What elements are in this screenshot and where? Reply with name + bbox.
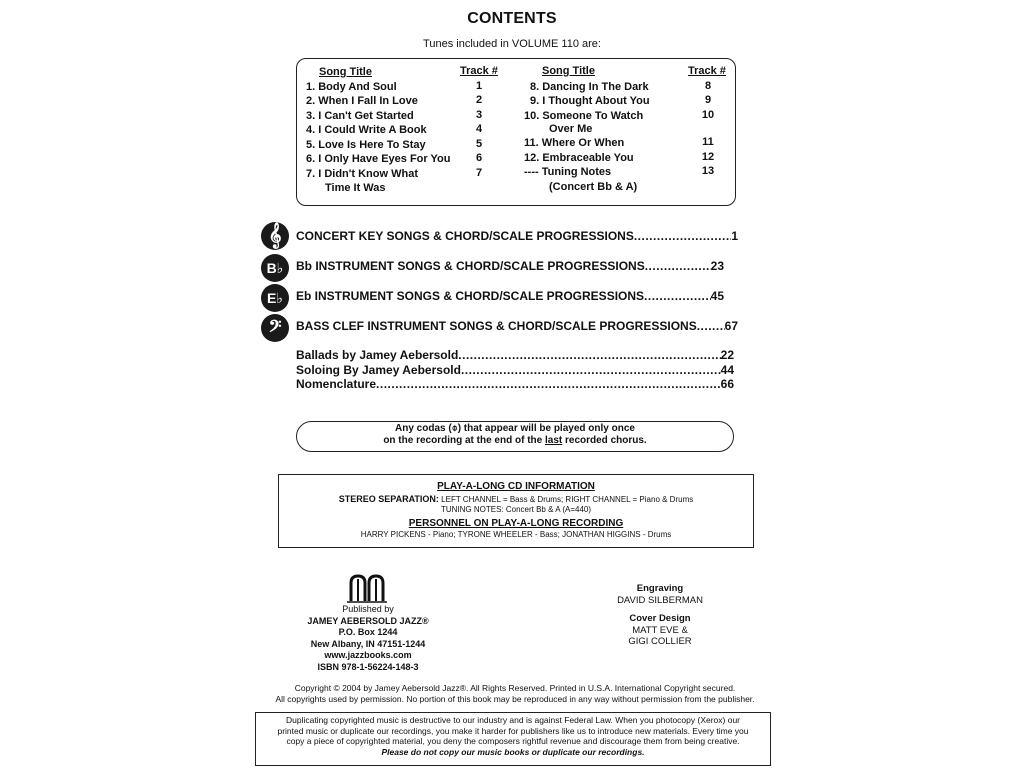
song-title-10: 10. Someone To Watch	[524, 110, 644, 122]
cd-info-heading: PLAY-A-LONG CD INFORMATION	[437, 481, 595, 492]
cover-design-name-2: GIGI COLLIER	[628, 636, 692, 647]
copyright-notice	[250, 683, 780, 705]
publisher-pobox: P.O. Box 1244	[338, 627, 398, 637]
engraving-label: Engraving	[636, 583, 684, 594]
track-number-5: 5	[475, 138, 483, 150]
leader-dots	[634, 229, 731, 243]
song-title-2: 2. When I Fall In Love	[306, 95, 418, 107]
reference-label-nomenclature: Nomenclature	[296, 377, 377, 391]
leader-dots	[458, 348, 720, 362]
treble-clef-glyph: 𝄞	[268, 223, 282, 248]
section-label-bb: Bb INSTRUMENT SONGS & CHORD/SCALE PROGRESSIONS	[296, 259, 645, 273]
copyright-line-2: All copyrights used by permission. No portion of this book may be reproduced in any way without permission from the publisher.	[275, 694, 755, 704]
stereo-separation-line	[279, 494, 753, 504]
b-flat-icon	[261, 254, 289, 282]
song-title-13-cont: (Concert Bb & A)	[549, 181, 638, 193]
song-title-9: 9. I Thought About You	[530, 95, 650, 107]
coda-note-text-a: on the recording at the end of the	[383, 435, 545, 446]
volume-subtitle: Tunes included in VOLUME 110 are:	[423, 38, 601, 50]
section-page-eb: 45	[710, 289, 724, 303]
track-header-left: Track #	[460, 65, 498, 77]
section-page-concert: 1	[731, 229, 738, 243]
copyright-line-1: Copyright © 2004 by Jamey Aebersold Jazz®. All Rights Reserved. Printed in U.S.A. International Copyright secured.	[294, 683, 736, 693]
personnel-line: HARRY PICKENS - Piano; TYRONE WHEELER - Bass; JONATHAN HIGGINS - Drums	[360, 530, 672, 539]
page-title: CONTENTS	[467, 10, 557, 27]
leader-dots	[644, 289, 711, 303]
warning-line-4: Please do not copy our music books or duplicate our recordings.	[381, 746, 645, 757]
bass-clef-glyph: 𝄢	[268, 316, 282, 340]
anti-piracy-warning-box	[255, 712, 771, 766]
section-row-bb[interactable]	[296, 259, 724, 273]
publisher-website[interactable]: www.jazzbooks.com	[324, 650, 412, 660]
song-title-7-cont: Time It Was	[325, 182, 386, 194]
song-title-1: 1. Body And Soul	[306, 81, 397, 93]
reference-row-nomenclature[interactable]	[296, 377, 734, 391]
track-number-6: 6	[475, 152, 483, 164]
song-title-13: ---- Tuning Notes	[524, 166, 612, 178]
track-number-11: 11	[702, 136, 714, 148]
song-title-8: 8. Dancing In The Dark	[530, 81, 649, 93]
coda-note-line2	[297, 435, 733, 447]
e-flat-glyph: E♭	[267, 289, 283, 306]
track-number-13: 13	[701, 165, 715, 177]
song-title-6: 6. I Only Have Eyes For You	[306, 153, 451, 165]
reference-page-nomenclature: 66	[720, 377, 734, 391]
b-flat-glyph: B♭	[266, 259, 284, 276]
song-title-11: 11. Where Or When	[524, 137, 625, 149]
leader-dots	[697, 319, 725, 333]
reference-row-ballads[interactable]	[296, 348, 734, 362]
leader-dots	[645, 259, 711, 273]
warning-line-2: printed music or duplicate our recordings, you make it harder for publishers like us to introduce new materials. Every time you	[277, 725, 749, 736]
cd-info-box	[278, 474, 754, 548]
track-header-right: Track #	[688, 65, 726, 77]
track-number-3: 3	[475, 109, 483, 121]
section-label-eb: Eb INSTRUMENT SONGS & CHORD/SCALE PROGRESSIONS	[296, 289, 645, 303]
section-row-eb[interactable]	[296, 289, 724, 303]
track-number-9: 9	[704, 94, 712, 106]
stereo-separation-label: STEREO SEPARATION:	[338, 494, 439, 504]
track-number-4: 4	[475, 123, 483, 135]
reference-page-soloing: 44	[720, 363, 734, 377]
published-by: Published by	[342, 604, 394, 614]
tuning-notes-line: TUNING NOTES: Concert Bb & A (A=440)	[440, 505, 592, 514]
coda-note-emphasis: last	[544, 435, 563, 446]
publisher-logo	[347, 573, 387, 603]
section-page-bb: 23	[710, 259, 724, 273]
warning-line-1: Duplicating copyrighted music is destructive to our industry and is against Federal Law. When you photocopy (Xerox) our	[285, 715, 741, 725]
section-row-bass[interactable]	[296, 319, 738, 333]
stereo-separation-text: LEFT CHANNEL = Bass & Drums; RIGHT CHANNEL = Piano & Drums	[438, 495, 694, 504]
song-title-12: 12. Embraceable You	[524, 152, 634, 164]
coda-note-box	[296, 421, 734, 452]
song-title-10-cont: Over Me	[549, 123, 593, 135]
song-title-5: 5. Love Is Here To Stay	[306, 139, 426, 151]
song-list-box	[296, 58, 736, 206]
publisher-block	[288, 604, 448, 673]
publisher-name: JAMEY AEBERSOLD JAZZ®	[307, 615, 429, 626]
credits-block	[580, 583, 740, 648]
reference-row-soloing[interactable]	[296, 363, 734, 377]
track-number-1: 1	[475, 80, 483, 92]
engraving-name: DAVID SILBERMAN	[617, 594, 703, 606]
section-row-concert[interactable]	[296, 229, 738, 243]
cover-design-label: Cover Design	[629, 613, 691, 624]
bass-clef-icon	[261, 314, 289, 342]
song-title-3: 3. I Can't Get Started	[306, 110, 414, 122]
leader-dots	[461, 363, 721, 377]
song-title-header-right: Song Title	[542, 65, 595, 77]
reference-label-soloing: Soloing By Jamey Aebersold	[296, 363, 461, 377]
section-label-bass: BASS CLEF INSTRUMENT SONGS & CHORD/SCALE PROGRESSIONS	[296, 319, 697, 333]
e-flat-icon	[261, 284, 289, 312]
personnel-heading: PERSONNEL ON PLAY-A-LONG RECORDING	[408, 518, 624, 529]
song-title-header-left: Song Title	[319, 66, 372, 78]
coda-note-text-b: recorded chorus.	[562, 435, 647, 446]
isbn: ISBN 978-1-56224-148-3	[317, 661, 419, 672]
leader-dots	[376, 377, 721, 391]
reference-page-ballads: 22	[720, 348, 734, 362]
publisher-city: New Albany, IN 47151-1244	[310, 638, 426, 649]
reference-label-ballads: Ballads by Jamey Aebersold	[296, 348, 459, 362]
section-page-bass: 67	[724, 319, 738, 333]
coda-note-line1: Any codas (⌽) that appear will be played only once	[395, 423, 635, 434]
song-title-7: 7. I Didn't Know What	[306, 168, 418, 180]
track-number-7: 7	[475, 167, 483, 179]
track-number-8: 8	[704, 80, 712, 92]
track-number-12: 12	[701, 151, 715, 163]
track-number-2: 2	[475, 94, 483, 106]
song-title-4: 4. I Could Write A Book	[306, 124, 427, 136]
track-number-10: 10	[701, 109, 715, 121]
cover-design-name-1: MATT EVE &	[632, 624, 688, 636]
treble-clef-icon	[261, 222, 289, 250]
section-label-concert: CONCERT KEY SONGS & CHORD/SCALE PROGRESSIONS	[296, 229, 634, 243]
warning-line-3: copy a piece of copyrighted material, you deny the composers rightful revenue and discourage them from being creative.	[286, 736, 740, 746]
